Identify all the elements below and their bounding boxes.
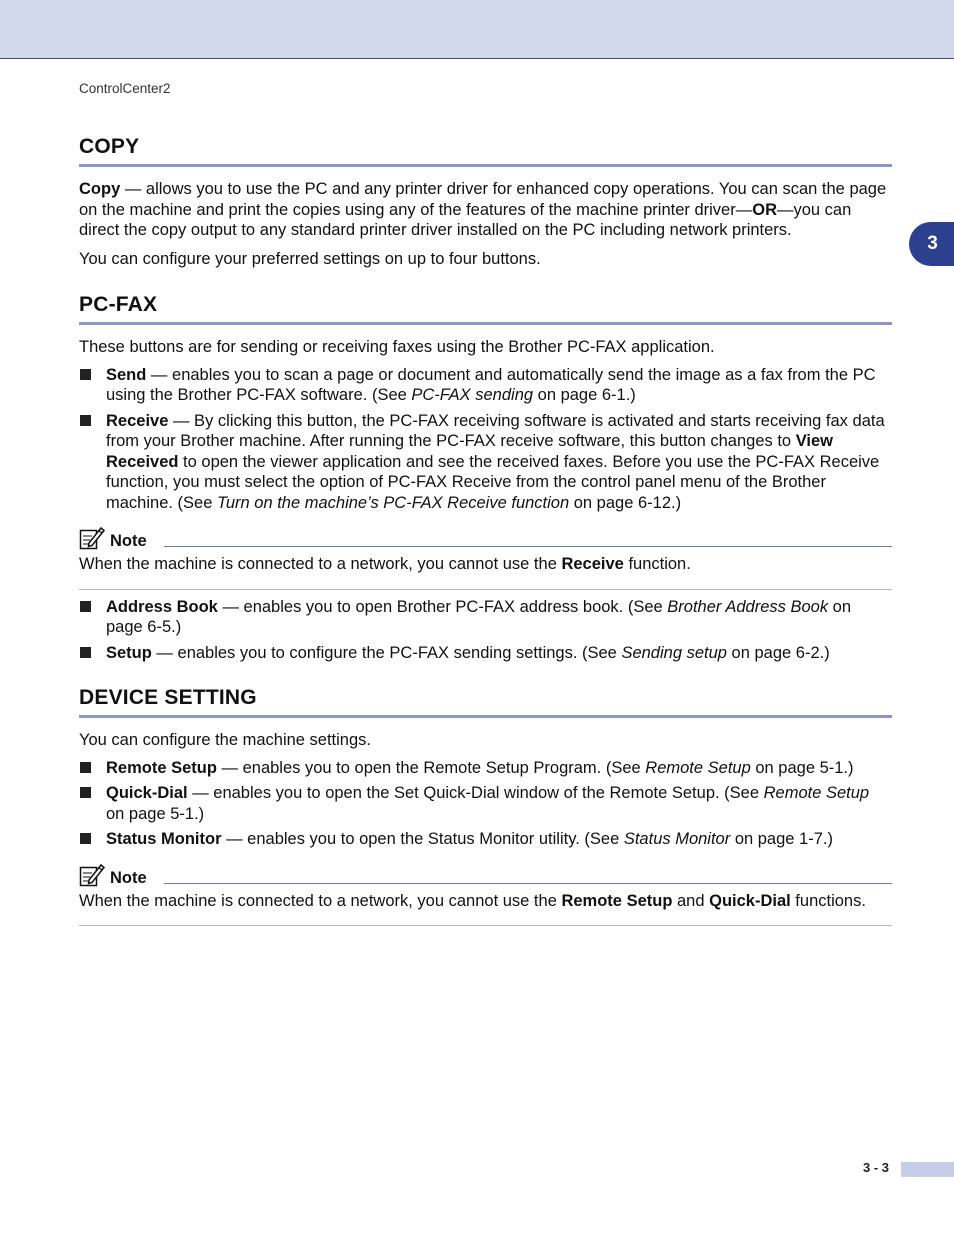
running-head: ControlCenter2 xyxy=(79,81,171,96)
section-title-copy: COPY xyxy=(79,134,892,167)
list-item-send: Send — enables you to scan a page or document and automatically send the image as a fax from the PC using the Brother PC-FAX software. (See PC-FAX sending on page 6-1.) xyxy=(79,365,892,406)
note-header xyxy=(79,526,892,550)
header-band xyxy=(0,0,954,59)
list-item-remote-setup: Remote Setup — enables you to open the Remote Setup Program. (See Remote Setup on page 5-1.) xyxy=(79,758,892,779)
list-item-receive: Receive — By clicking this button, the PC-FAX receiving software is activated and starts receiving fax data from your Brother machine. After running the PC-FAX receive software, this button changes to View Received to open the viewer application and see the received faxes. Before you use the PC-FAX Receive function, you must select the option of PC-FAX Receive from the control panel menu of the Brother machine. (See Turn on the machine’s PC-FAX Receive function on page 6-12.) xyxy=(79,411,892,514)
note-text: When the machine is connected to a network, you cannot use the Receive function. xyxy=(79,554,892,590)
footer-bar xyxy=(901,1162,954,1177)
device-list xyxy=(79,758,892,850)
page-content xyxy=(79,134,892,926)
note-box-receive xyxy=(79,526,892,590)
page-number: 3 - 3 xyxy=(863,1160,890,1175)
note-label: Note xyxy=(110,868,147,887)
copy-paragraph-2: You can configure your preferred settings on up to four buttons. xyxy=(79,249,541,268)
note-box-remote xyxy=(79,863,892,927)
list-item-quick-dial: Quick-Dial — enables you to open the Set Quick-Dial window of the Remote Setup. (See Remote Setup on page 5-1.) xyxy=(79,783,892,824)
list-item-address-book: Address Book — enables you to open Brother PC-FAX address book. (See Brother Address Book on page 6-5.) xyxy=(79,597,892,638)
chapter-tab: 3 xyxy=(909,222,954,266)
section-copy xyxy=(79,134,892,269)
pcfax-list xyxy=(79,365,892,514)
note-label: Note xyxy=(110,532,147,550)
section-title-pcfax: PC-FAX xyxy=(79,292,892,325)
section-device-setting xyxy=(79,685,892,926)
note-pencil-icon xyxy=(79,526,105,550)
pcfax-intro: These buttons are for sending or receiving faxes using the Brother PC-FAX application. xyxy=(79,338,715,356)
note-divider xyxy=(164,883,892,884)
device-intro: You can configure the machine settings. xyxy=(79,731,371,749)
section-pcfax xyxy=(79,292,892,663)
note-header xyxy=(79,863,892,887)
list-item-setup: Setup — enables you to configure the PC-FAX sending settings. (See Sending setup on page 6-2.) xyxy=(79,643,892,664)
section-title-device-setting: DEVICE SETTING xyxy=(79,685,892,718)
note-divider xyxy=(164,546,892,547)
note-text: When the machine is connected to a network, you cannot use the Remote Setup and Quick-Dial functions. xyxy=(79,891,892,927)
copy-paragraph-1: Copy — allows you to use the PC and any printer driver for enhanced copy operations. You can scan the page on the machine and print the copies using any of the features of the machine printer driver—OR—you can direct the copy output to any standard printer driver installed on the PC including network printers. xyxy=(79,180,887,239)
list-item-status-monitor: Status Monitor — enables you to open the Status Monitor utility. (See Status Monitor on page 1-7.) xyxy=(79,829,892,850)
note-pencil-icon xyxy=(79,863,105,887)
pcfax-list-2 xyxy=(79,597,892,664)
